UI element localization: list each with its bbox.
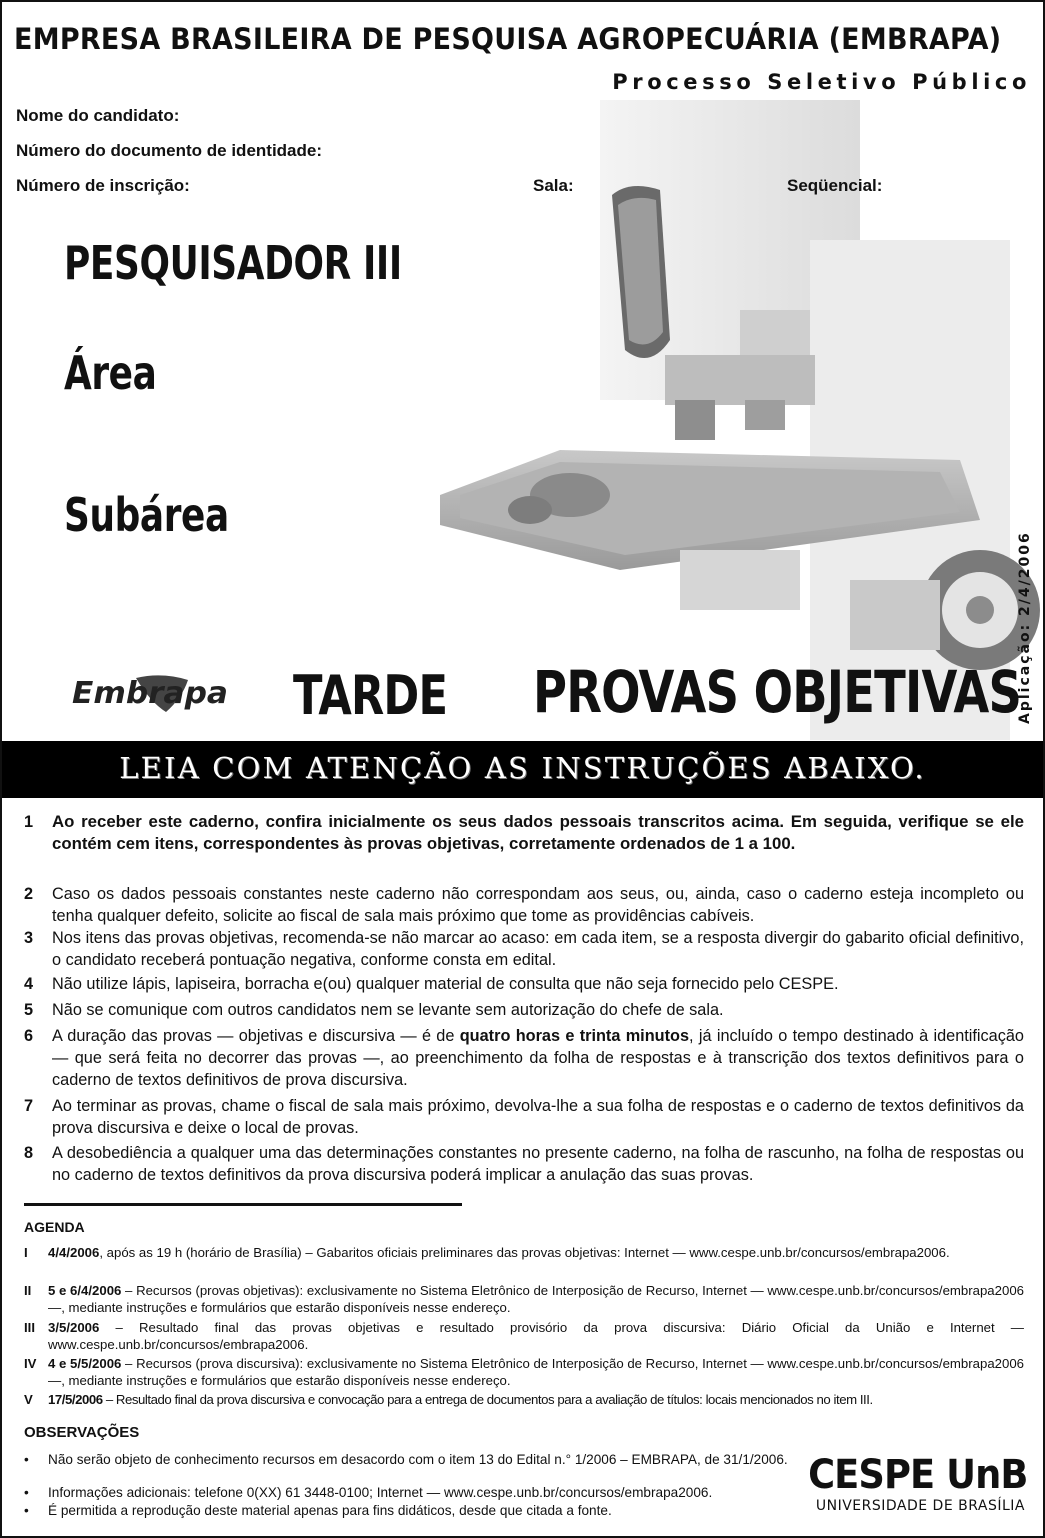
agenda-item-number: II [24,1283,32,1298]
instruction-number: 4 [24,975,34,993]
agenda-item-date: 17/5/2006 [48,1392,103,1407]
candidate-name-label: Nome do candidato: [16,106,180,125]
university-name: UNIVERSIDADE DE BRASÍLIA [815,1498,1025,1514]
instruction-text-bold: quatro horas e trinta minutos [459,1027,690,1045]
instruction-text: Nos itens das provas objetivas, recomenda-se não marcar ao acaso: em cada item, se a resposta divergir do gabarito oficial definitivo, o candidato receberá pontuação negativa, conforme consta em edital. [52,929,1024,969]
selection-process-subtitle: Processo Seletivo Público [612,70,1031,94]
agenda-heading: AGENDA [24,1219,85,1235]
subarea-label: Subárea [64,488,229,542]
agenda-item [24,1319,1024,1353]
application-date [1017,531,1037,724]
observation-text: É permitida a reprodução deste material apenas para fins didáticos, desde que citada a fonte. [48,1503,612,1518]
instruction-item [24,1025,1024,1091]
instruction-text [52,1025,1024,1091]
instruction-text: Ao terminar as provas, chame o fiscal de sala mais próximo, devolva-lhe a sua folha de respostas e o caderno de textos definitivos da prova discursiva e deixe o local de provas. [52,1097,1024,1137]
agenda-item-text: – Recursos (prova discursiva): exclusivamente no Sistema Eletrônico de Interposição de Recurso, Internet — www.cespe.unb.br/concursos/embrapa2006 —, mediante instruções e formulários que estarão disponíveis nesse endereço. [48,1356,1024,1388]
room-label: Sala: [533,176,574,195]
agenda-item-number: IV [24,1356,37,1371]
exam-type-label: PROVAS OBJETIVAS [533,658,1022,726]
instruction-text: A desobediência a qualquer uma das determinações constantes no presente caderno, na folha de rascunho, na folha de respostas ou no caderno de textos definitivos da prova discursiva poderá implicar a anulação das suas provas. [52,1144,1024,1184]
instruction-number: 1 [24,813,34,831]
instructions-banner-text: LEIA COM ATENÇÃO AS INSTRUÇÕES ABAIXO. [119,751,926,785]
agenda-item-date: 4/4/2006 [48,1245,100,1260]
observation-item [24,1452,814,1468]
instruction-text-pre: A duração das provas — objetivas e discursiva — é de [52,1027,460,1045]
observation-text: Informações adicionais: telefone 0(XX) 61 3448-0100; Internet — www.cespe.unb.br/concursos/embrapa2006. [48,1485,713,1500]
instruction-number: 5 [24,1001,34,1019]
agenda-item-date: 5 e 6/4/2006 [48,1283,122,1298]
agenda-item-text: – Recursos (provas objetivas): exclusivamente no Sistema Eletrônico de Interposição de Recurso, Internet — www.cespe.unb.br/concursos/embrapa2006 —, mediante instruções e formulários que estarão disponíveis nesse endereço. [48,1283,1024,1315]
agenda-item-number: III [24,1320,35,1335]
instruction-text-post: , já incluído o tempo destinado à identificação — que será feita no decorrer das provas —, ao preenchimento da folha de respostas e à transcrição dos textos definitivos para o caderno de textos definitivos de prova discursiva. [52,1027,1024,1089]
bullet-icon: • [24,1452,29,1467]
instruction-item [24,927,1024,971]
instruction-item [24,999,1024,1021]
instruction-number: 2 [24,885,34,903]
agenda-item [24,1391,1024,1408]
agenda-item-text: , após as 19 h (horário de Brasília) – Gabaritos oficiais preliminares das provas objetivas: Internet — www.cespe.unb.br/concursos/embrapa2006. [99,1245,950,1260]
instructions-banner [2,741,1043,798]
instruction-item [24,973,1024,995]
agenda-item [24,1244,1024,1261]
registration-number-label: Número de inscrição: [16,176,190,195]
instruction-number: 6 [24,1027,34,1045]
bullet-icon: • [24,1485,29,1500]
instruction-item [24,883,1024,927]
instruction-number: 3 [24,929,34,947]
embrapa-logo [70,672,232,716]
instruction-text: Não utilize lápis, lapiseira, borracha e(ou) qualquer material de consulta que não seja fornecido pelo CESPE. [52,975,839,993]
agenda-item-number: V [24,1392,33,1407]
agenda-item-date: 4 e 5/5/2006 [48,1356,122,1371]
cespe-unb-logo [807,1452,1027,1518]
sequential-label: Seqüencial: [787,176,883,195]
instruction-text: Ao receber este caderno, confira inicialmente os seus dados pessoais transcritos acima. Em seguida, verifique se ele contém cem itens, correspondentes às provas objetivas, corretamente ordenados de 1 a 100. [52,812,1024,853]
instruction-number: 8 [24,1144,34,1162]
instruction-item [24,811,1024,855]
cespe-logo-text: CESPE UnB [807,1452,1027,1498]
observation-item [24,1503,814,1519]
agenda-item [24,1282,1024,1316]
org-title: EMPRESA BRASILEIRA DE PESQUISA AGROPECUÁRIA (EMBRAPA) [14,22,1002,56]
agenda-item [24,1355,1024,1389]
bullet-icon: • [24,1503,29,1518]
agenda-item-text: – Resultado final da prova discursiva e convocação para a entrega de documentos para a avaliação de títulos: locais mencionados no item III. [102,1392,873,1407]
microscope-illustration [420,100,1040,740]
application-date-text: Aplicação: 2/4/2006 [1017,531,1033,724]
svg-text:Embrapa: Embrapa [72,676,228,711]
instruction-item [24,1095,1024,1139]
agenda-item-number: I [24,1245,28,1260]
section-divider [24,1203,462,1206]
observations-heading: OBSERVAÇÕES [24,1424,140,1441]
observation-text: Não serão objeto de conhecimento recursos em desacordo com o item 13 do Edital n.° 1/2006 – EMBRAPA, de 31/1/2006. [48,1452,788,1467]
session-label: TARDE [293,664,448,727]
agenda-item-date: 3/5/2006 [48,1320,100,1335]
area-label: Área [64,346,157,400]
instruction-item [24,1142,1024,1186]
instruction-number: 7 [24,1097,34,1115]
observation-item [24,1485,814,1501]
instruction-text: Não se comunique com outros candidatos nem se levante sem autorização do chefe de sala. [52,1001,724,1019]
job-title: PESQUISADOR III [64,236,402,290]
id-document-label: Número do documento de identidade: [16,141,323,160]
agenda-item-text: – Resultado final das provas objetivas e resultado provisório da prova discursiva: Diário Oficial da União e Internet — www.cespe.unb.br/concursos/embrapa2006. [48,1320,1024,1352]
instruction-text: Caso os dados pessoais constantes neste caderno não correspondam aos seus, ou, ainda, caso o caderno esteja incompleto ou tenha qualquer defeito, solicite ao fiscal de sala mais próximo que tome as providências cabíveis. [52,885,1024,925]
